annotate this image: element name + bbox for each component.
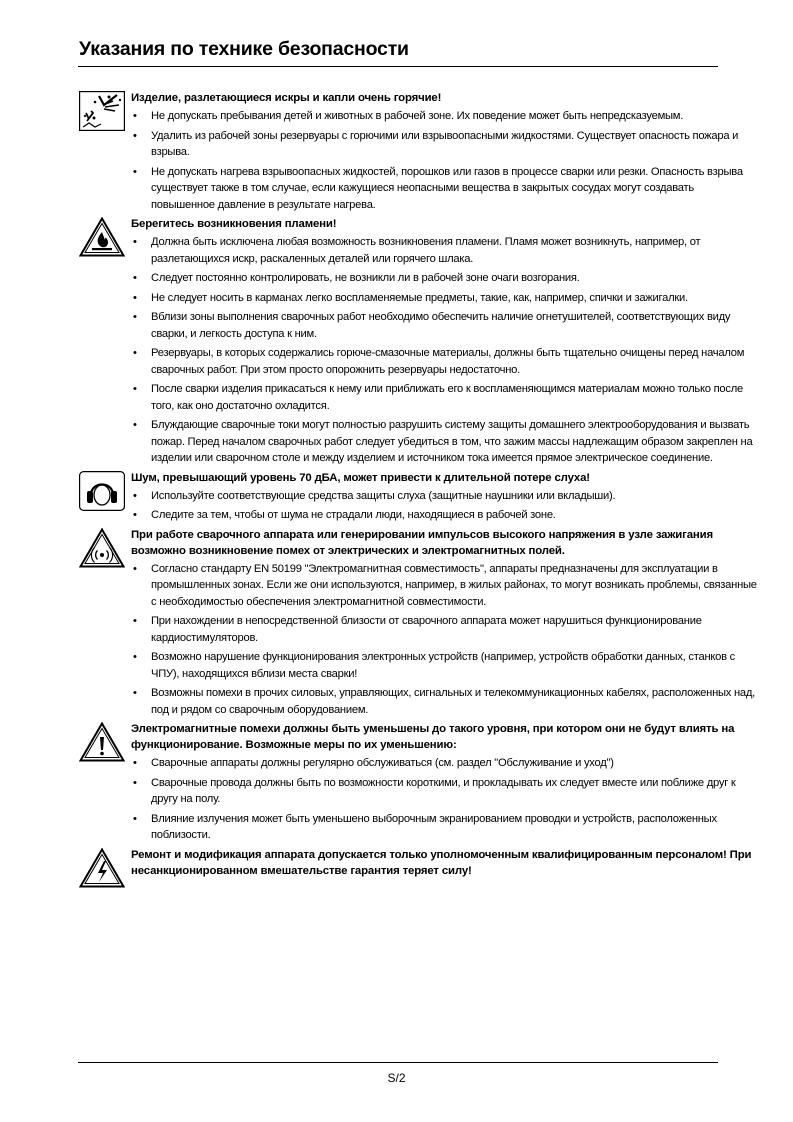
section-noise — [79, 470, 759, 524]
list-item: • Используйте соответствующие средства защиты слуха (защитные наушники или вкладыши). — [131, 488, 759, 505]
ear-protection-icon — [79, 471, 125, 511]
section-heading: Изделие, разлетающиеся искры и капли очень горячие! — [131, 92, 442, 104]
list-item: • Сварочные провода должны быть по возможности короткими, и прокладывать их следует вместе или поближе друг к другу на полу. — [131, 775, 759, 808]
list-item: • Следите за тем, чтобы от шума не страдали люди, находящиеся в рабочей зоне. — [131, 507, 759, 524]
header-rule — [78, 66, 718, 67]
list-item: • Возможно нарушение функционирования электронных устройств (например, устройств обработки данных, станков с ЧПУ), находящихся вблизи места сварки! — [131, 649, 759, 682]
list-item: • Не следует носить в карманах легко воспламеняемые предметы, такие, как, например, спички и зажигалки. — [131, 290, 759, 307]
electric-shock-icon — [79, 848, 125, 888]
radiation-warning-icon — [79, 528, 125, 568]
page-number: S/2 — [387, 1071, 406, 1085]
list-item: • Должна быть исключена любая возможность возникновения пламени. Пламя может возникнуть, например, от разлетающихся искр, раскаленных деталей или горячего шлака. — [131, 234, 759, 267]
section-repair — [79, 847, 759, 879]
section-heading: Берегитесь возникновения пламени! — [131, 218, 337, 230]
list-item: • Удалить из рабочей зоны резервуары с горючими или взрывоопасными жидкостями. Существует опасность пожара и взрыва. — [131, 128, 759, 161]
list-item: • Согласно стандарту EN 50199 "Электромагнитная совместимость", аппараты предназначены для эксплуатации в промышленных зонах. Если же они используются, например, в жилых районах, то могут возникать проблемы, связанные с необходимостью обеспечения электромагнитной совместимости. — [131, 561, 759, 611]
list-item: • Резервуары, в которых содержались горюче-смазочные материалы, должны быть тщательно очищены перед началом сварочных работ. При этом просто опорожнить резервуары недостаточно. — [131, 345, 759, 378]
section-emf-reduction — [79, 721, 759, 844]
content — [79, 90, 759, 880]
section-heading: При работе сварочного аппарата или генерировании импульсов высокого напряжения в узле зажигания возможно возникновение помех от электрических и электромагнитных полей. — [131, 528, 713, 557]
list-item: • Следует постоянно контролировать, не возникли ли в рабочей зоне очаги возгорания. — [131, 270, 759, 287]
section-heading: Шум, превышающий уровень 70 дБА, может привести к длительной потере слуха! — [131, 471, 590, 484]
sparks-icon — [79, 91, 125, 131]
list-item: • При нахождении в непосредственной близости от сварочного аппарата может нарушиться функционирование кардиостимуляторов. — [131, 613, 759, 646]
list-item: • После сварки изделия прикасаться к нему или приближать его к воспламеняющимся материалам можно только после того, как оно достаточно охладится. — [131, 381, 759, 414]
section-heading: Электромагнитные помехи должны быть уменьшены до такого уровня, при котором они не будут влиять на функционирование. Возможные меры по их уменьшению: — [131, 723, 735, 751]
list-item: • Влияние излучения может быть уменьшено выборочным экранированием проводки и устройств, расположенных поблизости. — [131, 811, 759, 844]
page-title: Указания по технике безопасности — [79, 38, 409, 60]
list-item: • Вблизи зоны выполнения сварочных работ необходимо обеспечить наличие огнетушителей, соответствующих виду сварки, и легкость доступа к ним. — [131, 309, 759, 342]
list-item: • Не допускать пребывания детей и животных в рабочей зоне. Их поведение может быть непредсказуемым. — [131, 108, 759, 125]
list-item: • Сварочные аппараты должны регулярно обслуживаться (см. раздел "Обслуживание и уход") — [131, 755, 759, 772]
section-heading: Ремонт и модификация аппарата допускается только уполномоченным квалифицированным персоналом! При несанкционированном вмешательстве гарантия теряет силу! — [131, 848, 752, 877]
footer-rule — [78, 1062, 718, 1063]
section-fire — [79, 216, 759, 467]
list-item: • Возможны помехи в прочих силовых, управляющих, сигнальных и телекоммуникационных кабелях, расположенных над, под и рядом со сварочным оборудованием. — [131, 685, 759, 718]
section-emf — [79, 527, 759, 719]
fire-warning-icon — [79, 217, 125, 257]
list-item: • Блуждающие сварочные токи могут полностью разрушить систему защиты домашнего электрооборудования и вызвать пожар. Перед началом сварочных работ следует убедиться в том, что зажим массы надлежащим образом закреплен на изделии или сварочном столе и между изделием и источником тока имеется прямое электрическое соединение. — [131, 417, 759, 467]
general-warning-icon — [79, 722, 125, 762]
list-item: • Не допускать нагрева взрывоопасных жидкостей, порошков или газов в процессе сварки или резки. Опасность взрыва существует также в том случае, если кажущиеся неопасными вещества в закрытых сосудах могут создавать повышенное давление в результате нагрева. — [131, 164, 759, 214]
section-hot-sparks — [79, 90, 759, 213]
